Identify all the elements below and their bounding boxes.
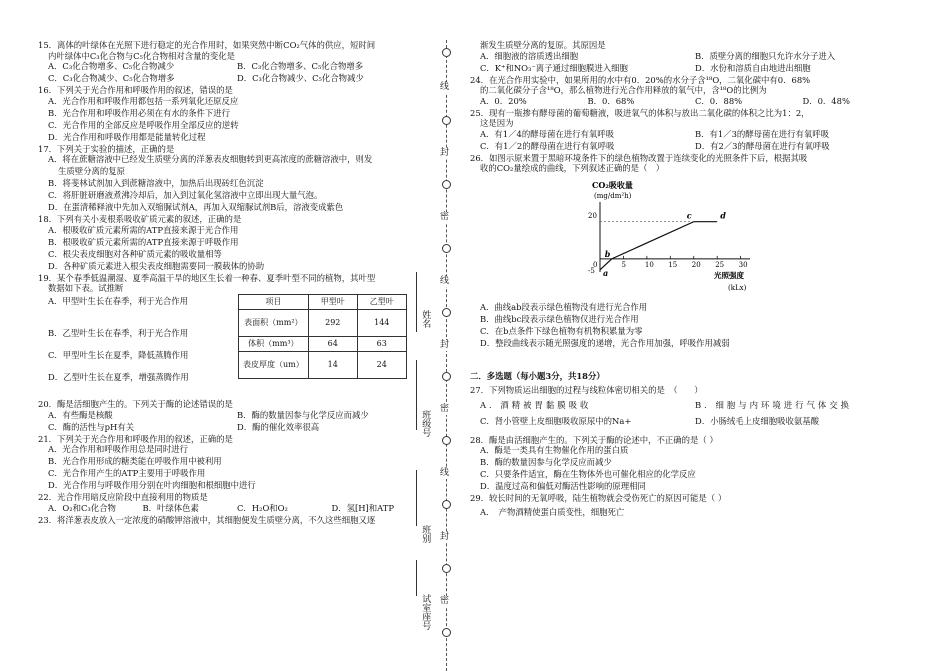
option-a: A．根吸收矿质元素所需的ATP直接来源于光合作用 [48, 224, 239, 235]
question-29: 29．较长时间的无氧呼吸，陆生植物就会受伤死亡的原因可能是（ ） A． 产物酒精使蛋白质变性，细胞死亡 [470, 493, 910, 517]
option-b: B．0．68% [587, 95, 635, 106]
option-b: B．光合作用和呼吸作用必须在有水的条件下进行 [48, 107, 231, 118]
binding-hole [442, 372, 451, 381]
option-a: A． 产物酒精使蛋白质变性，细胞死亡 [480, 506, 625, 517]
option-d: D．各种矿质元素进入根尖表皮细胞需要同一膜载体的协助 [48, 260, 265, 271]
question-26: 26．如图示原来置于黑暗环境条件下的绿色植物改置于连续变化的光照条件下后，根据其吸 收的CO₂量绘成的曲线，下列叙述正确的是（ ） CO₂吸收量 (mg/dm²h) 光照强度 (kLx) 0 5 10 15 20 25 30 20 -5 a b c d A．曲线ab段表示绿色植物没有进行光合作用 B．曲线bc段表示绿色植物仅进行光合作用 C．在b点条件下绿色植物有机物积累量为零 D．整段曲线表示随光照强度的递增，光合作用加强，呼吸作用减弱 [470, 153, 910, 349]
option-c: C．光合作用产生的ATP主要用于呼吸作用 [48, 468, 206, 478]
option-c: C．只要条件适宜，酶在生物体外也可催化相应的化学反应 [480, 469, 696, 479]
option-b: B．乙型叶生长在春季，利于光合作用 [48, 327, 189, 338]
binding-hole [442, 564, 451, 573]
leaf-type-table [238, 294, 407, 379]
option-c: C．有1／2的酵母菌在进行有氧呼吸 [480, 140, 615, 151]
option-b: B．根吸收矿质元素所需的ATP直接来源于呼吸作用 [48, 236, 239, 247]
question-28: 28．酶是由活细胞产生的。下列关于酶的论述中，不正确的是（ ） A．酶是一类具有生物催化作用的蛋白质 B．酶的数量因参与化学反应而减少 C．只要条件适宜，酶在生物体外也可催化相应的化学反应 D．温度过高和偏低对酶活性影响的原理相同 [470, 435, 910, 492]
x-axis-unit: (kLx) [728, 283, 747, 292]
option-d: D．C₃化合物减少、C₅化合物减少 [237, 73, 364, 83]
option-d: D．水份和溶质自由地进出细胞 [695, 62, 811, 73]
option-d: D．在蛋清稀释液中先加入双缩脲试剂A，再加入双缩脲试剂B后，溶液变成紫色 [48, 202, 344, 212]
option-c: C．根尖表皮细胞对各种矿质元素的吸收量相等 [48, 248, 222, 259]
option-b: B．曲线bc段表示绿色植物仅进行光合作用 [480, 314, 639, 324]
binding-hole [442, 48, 451, 57]
fold-line [446, 40, 447, 671]
right-column [470, 40, 910, 519]
option-c: C．H₂O和O₂ [237, 502, 288, 513]
question-15: 15．离体的叶绿体在光照下进行稳定的光合作用时，如果突然中断CO₂气体的供应，短时间 内叶绿体中C₃化合物与C₅化合物相对含量的变化是 A．C₃化合物增多、C₅化合物减少 B．C₃化合物增多、C₅化合物增多 C．C₃化合物减少、C₅化合物增多 D．C₃化合物减少、C₅化合物减少 [38, 40, 426, 84]
question-22: 22．光合作用暗反应阶段中直接利用的物质是 A．O₂和C₃化合物 B．叶绿体色素 C．H₂O和O₂ D．氢[H]和ATP [38, 492, 426, 513]
question-23: 23．将洋葱表皮放入一定浓度的硝酸钾溶液中，其细胞便发生质壁分离，不久这些细胞又逐 [38, 514, 376, 525]
table-row: 表面积（mm²） 292 144 [239, 309, 407, 336]
option-d: D．光合作用和呼吸作用都是能量转化过程 [48, 131, 206, 142]
name-label: 姓名 [420, 310, 431, 328]
binding-hole [442, 628, 451, 637]
option-c: C．C₃化合物减少、C₅化合物增多 [48, 73, 175, 83]
option-c: C．甲型叶生长在夏季，降低蒸腾作用 [48, 349, 189, 360]
option-b: B．光合作用形成的糖类能在呼吸作用中被利用 [48, 456, 222, 466]
option-b: B．将斐林试剂加入到蔗糖溶液中，加热后出现砖红色沉淀 [48, 178, 264, 188]
binding-hole [442, 500, 451, 509]
option-b: B．C₃化合物增多、C₅化合物增多 [237, 61, 364, 71]
option-c: C．0．88% [695, 95, 743, 106]
option-b: B．有1／3的酵母菌在进行有氧呼吸 [695, 128, 830, 139]
option-a: A．有些酶是核酸 [48, 409, 113, 420]
co2-light-chart [578, 178, 910, 299]
option-a: A．酶是一类具有生物催化作用的蛋白质 [480, 445, 629, 455]
option-d: D．氢[H]和ATP [331, 502, 394, 513]
binding-hole [442, 308, 451, 317]
binding-margin: 线 封 密 线 封 密 线 封 密 [434, 40, 460, 671]
option-d: D．乙型叶生长在夏季，增强蒸腾作用 [48, 371, 189, 382]
option-c: C．光合作用的全部反应是呼吸作用全部反应的逆转 [48, 119, 239, 130]
x-tick-label: 0 [593, 260, 598, 269]
question-19: 19．某个春季低温潮湿、夏季高温干旱的地区生长着一种春、夏季叶型不同的植物，其叶型 数据如下表。试推断 A．甲型叶生长在春季，利于光合作用 B．乙型叶生长在春季，利于光合作用 C．甲型叶生长在夏季，降低蒸腾作用 D．乙型叶生长在夏季，增强蒸腾作用 项目 甲型叶 乙型叶 表面积（mm²） 292 144 体积（mm³） 64 63 表皮厚度（um） 14 24 [38, 273, 426, 398]
option-c: C．将肝脏研磨液煮沸冷却后，加入到过氧化氢溶液中立即出现大量气泡。 [48, 190, 323, 200]
option-a: A．光合作用和呼吸作用都包括一系列氧化还原反应 [48, 95, 239, 106]
option-c: C．酶的活性与pH有关 [48, 421, 135, 432]
option-a: A．酒精被胃黏膜吸收 [480, 399, 592, 410]
option-a: A．光合作用和呼吸作用总是同时进行 [48, 444, 189, 454]
option-d: D．整段曲线表示随光照强度的递增，光合作用加强，呼吸作用减弱 [480, 338, 730, 348]
option-d: D．酶的催化效率很高 [237, 421, 320, 432]
binding-hole [442, 436, 451, 445]
option-b: B．细胞与内环境进行气体交换 [695, 399, 853, 410]
question-27: 27．下列物质运出细胞的过程与线粒体密切相关的是 （ ） A．酒精被胃黏膜吸收 B．细胞与内环境进行气体交换 C．肾小管壁上皮细胞吸收原尿中的Na+ D．小肠绒毛上皮细胞吸收氨基酸 [470, 385, 910, 427]
name-underline [416, 272, 417, 332]
question-20: 20．酶是活细胞产生的。下列关于酶的论述错误的是 A．有些酶是核酸 B．酶的数量因参与化学反应而减少 C．酶的活性与pH有关 D．酶的催化效率很高 [38, 399, 426, 432]
option-a: A．0．20% [480, 95, 527, 106]
table-header-row: 项目 甲型叶 乙型叶 [239, 294, 407, 309]
option-c: C．肾小管壁上皮细胞吸收原尿中的Na+ [480, 416, 632, 426]
option-b: B．酶的数量因参与化学反应而减少 [480, 457, 612, 467]
x-axis-label: 光照强度 [714, 270, 744, 280]
left-column [38, 40, 426, 527]
question-23-continued: 渐发生质壁分离的复原。其原因是 A．细胞液的溶质透出细胞 B．质壁分离的细胞只允许水分子进入 C．K⁺和NO₃⁻离子通过细胞膜进入细胞 D．水份和溶质自由地进出细胞 [470, 40, 910, 73]
option-d: D．0．48% [802, 95, 850, 106]
y-axis-unit: (mg/dm²h) [594, 191, 632, 200]
question-18: 18．下列有关小麦根系吸收矿质元素的叙述，正确的是 A．根吸收矿质元素所需的ATP直接来源于光合作用 B．根吸收矿质元素所需的ATP直接来源于呼吸作用 C．根尖表皮细胞对各种矿质元素的吸收量相等 D．各种矿质元素进入根尖表皮细胞需要同一膜载体的协助 [38, 214, 426, 271]
class-underline [416, 470, 417, 526]
class-label: 班别 [420, 525, 431, 543]
binding-hole [442, 116, 451, 125]
x-tick-label: 25 [715, 260, 725, 269]
option-a: A．将在蔗糖溶液中已经发生质壁分离的洋葱表皮细胞转到更高浓度的蔗糖溶液中，则发 [48, 154, 373, 164]
question-17: 17．下列关于实验的描述，正确的是 A．将在蔗糖溶液中已经发生质壁分离的洋葱表皮细胞转到更高浓度的蔗糖溶液中，则发 生质壁分离的复原 B．将斐林试剂加入到蔗糖溶液中，加热后出现砖红色沉淀 C．将肝脏研磨液煮沸冷却后，加入到过氧化氢溶液中立即出现大量气泡。 D．在蛋清稀释液中先加入双缩脲试剂A，再加入双缩脲试剂B后，溶液变成紫色 [38, 144, 426, 213]
question-21: 21．下列关于光合作用和呼吸作用的叙述，正确的是 A．光合作用和呼吸作用总是同时进行 B．光合作用形成的糖类能在呼吸作用中被利用 C．光合作用产生的ATP主要用于呼吸作用 D．光合作用与呼吸作用分别在叶肉细胞和根细胞中进行 [38, 434, 426, 491]
x-tick-label: 30 [738, 260, 748, 269]
y-axis-label: CO₂吸收量 [592, 179, 633, 190]
option-b: B．质壁分离的细胞只允许水分子进入 [695, 50, 836, 61]
exam-seat-label: 试室座号 [420, 594, 431, 630]
x-tick-label: 10 [644, 260, 654, 269]
option-a: A．C₃化合物增多、C₅化合物减少 [48, 61, 175, 71]
y-tick-label: -5 [588, 266, 595, 275]
question-25: 25．现有一瓶掺有酵母菌的葡萄糖液，吸进氧气的体积与放出二氧化碳的体积之比为1：2， 这是因为 A．有1／4的酵母菌在进行有氧呼吸 B．有1／3的酵母菌在进行有氧呼吸 C．有1／2的酵母菌在进行有氧呼吸 D．有2／3的酵母菌在进行有氧呼吸 [470, 108, 910, 152]
point-label-b: b [604, 248, 611, 259]
class-no-underline [416, 360, 417, 430]
option-a: A．细胞液的溶质透出细胞 [480, 50, 579, 61]
option-d: D．光合作用与呼吸作用分别在叶肉细胞和根细胞中进行 [48, 480, 256, 490]
question-24: 24．在光合作用实验中，如果所用的水中有0．20%的水分子含¹⁸O，二氧化碳中有0．68% 的二氧化碳分子含¹⁸O，那么植物进行光合作用释放的氧气中，含¹⁸O的比例为 A．0．20% B．0．68% C．0．88% D．0．48% [470, 75, 910, 107]
question-16: 16．下列关于光合作用和呼吸作用的叙述，错误的是 A．光合作用和呼吸作用都包括一系列氧化还原反应 B．光合作用和呼吸作用必须在有水的条件下进行 C．光合作用的全部反应是呼吸作用全部反应的逆转 D．光合作用和呼吸作用都是能量转化过程 [38, 85, 426, 142]
y-tick-label: 20 [588, 211, 597, 220]
option-d: D．小肠绒毛上皮细胞吸收氨基酸 [695, 416, 819, 426]
option-a: A．有1／4的酵母菌在进行有氧呼吸 [480, 128, 614, 139]
option-b: B．叶绿体色素 [142, 502, 199, 513]
class-number-label: 班级号 [420, 410, 431, 437]
option-c: C．在b点条件下绿色植物有机物积累量为零 [480, 326, 643, 336]
binding-hole [442, 244, 451, 253]
point-label-a: a [603, 267, 609, 278]
table-row: 体积（mm³） 64 63 [239, 336, 407, 351]
point-label-d: d [720, 210, 726, 221]
option-a: A．甲型叶生长在春季，利于光合作用 [48, 295, 189, 306]
option-a: A．O₂和C₃化合物 [48, 502, 116, 513]
section-multiple-choice-title: 二．多选题（每小题3分，共18分） [470, 370, 605, 381]
option-a: A．曲线ab段表示绿色植物没有进行光合作用 [480, 302, 648, 312]
option-c: C．K⁺和NO₃⁻离子通过细胞膜进入细胞 [480, 62, 628, 73]
table-row: 表皮厚度（um） 14 24 [239, 351, 407, 378]
exam-no-underline [416, 560, 417, 596]
option-b: B．酶的数量因参与化学反应而减少 [237, 409, 369, 420]
binding-hole [442, 180, 451, 189]
x-tick-label: 15 [668, 260, 678, 269]
point-label-c: c [686, 210, 692, 221]
option-d: D．温度过高和偏低对酶活性影响的原理相同 [480, 481, 646, 491]
chart-svg [578, 178, 768, 296]
x-ticks [593, 255, 748, 268]
x-tick-label: 5 [621, 260, 626, 269]
option-d: D．有2／3的酵母菌在进行有氧呼吸 [695, 140, 830, 151]
x-tick-label: 20 [691, 260, 701, 269]
